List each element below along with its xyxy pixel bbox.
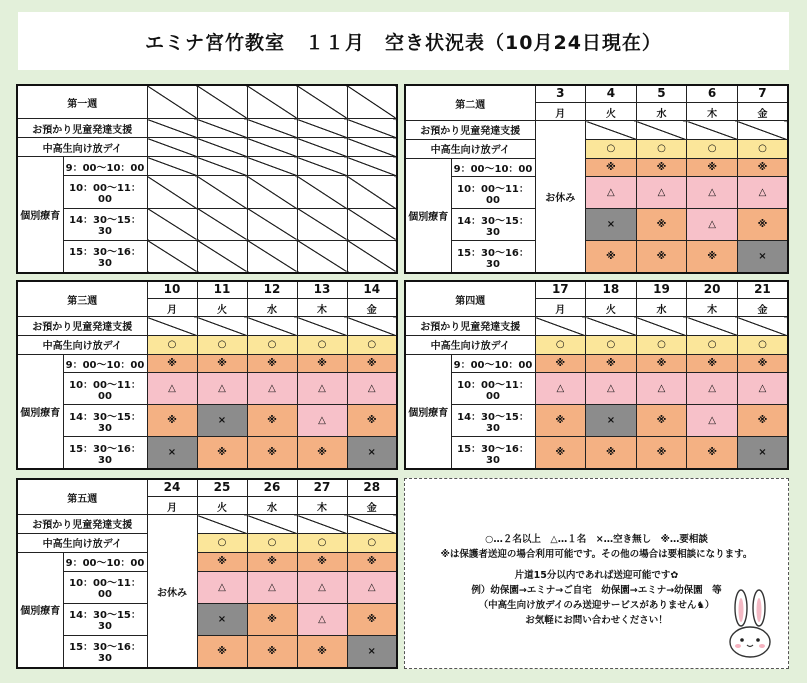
availability-cell: △: [636, 177, 687, 209]
availability-cell: ×: [737, 241, 788, 273]
day-number: 27: [313, 480, 331, 494]
availability-cell: △: [687, 209, 738, 241]
availability-cell: ○: [737, 335, 788, 354]
empty-cell: [247, 240, 297, 273]
day-number: 5: [657, 86, 666, 100]
availability-cell: △: [297, 571, 347, 603]
day-header: [347, 281, 397, 317]
availability-cell: ○: [347, 335, 397, 354]
empty-cell: [586, 121, 637, 140]
availability-cell: ※: [636, 354, 687, 373]
availability-cell: ※: [636, 405, 687, 437]
availability-cell: △: [297, 603, 347, 635]
week-1-table: [16, 84, 398, 274]
row-label-azukari: お預かり児童発達支援: [405, 317, 535, 336]
availability-cell: ※: [636, 209, 687, 241]
empty-cell: [586, 317, 637, 336]
day-of-week: 火: [605, 305, 616, 316]
availability-cell: △: [737, 373, 788, 405]
availability-cell: △: [687, 405, 738, 437]
empty-cell: [347, 157, 397, 176]
time-slot-label: 9：00～10：00: [63, 552, 147, 571]
day-of-week: 火: [217, 503, 227, 514]
availability-cell: ※: [247, 603, 297, 635]
availability-cell: ○: [297, 335, 347, 354]
day-of-week: 金: [757, 305, 768, 316]
day-of-week: 水: [656, 109, 667, 120]
day-of-week: 火: [217, 305, 227, 316]
week-5-table: [16, 478, 398, 669]
availability-cell: ※: [297, 552, 347, 571]
schedule-table: [16, 478, 398, 669]
day-of-week: 月: [167, 503, 177, 514]
day-number: 17: [551, 282, 569, 296]
availability-cell: ※: [197, 552, 247, 571]
day-header: [687, 281, 738, 317]
day-header: [586, 281, 637, 317]
availability-cell: ※: [247, 552, 297, 571]
note-line: 片道15分以内であれば送迎可能です✿: [514, 570, 679, 581]
availability-cell: ※: [636, 241, 687, 273]
time-slot-label: 10：00～11：00: [63, 571, 147, 603]
availability-cell: ×: [586, 405, 637, 437]
availability-cell: △: [535, 373, 586, 405]
day-header: [535, 281, 586, 317]
day-number: 28: [363, 480, 381, 494]
availability-cell: ○: [737, 139, 788, 158]
empty-cell: [247, 176, 297, 208]
availability-cell: ※: [586, 158, 637, 177]
empty-cell: [297, 138, 347, 157]
availability-cell: ○: [586, 139, 637, 158]
empty-cell: [247, 119, 297, 138]
availability-cell: ※: [687, 437, 738, 469]
week-label: 第四週: [405, 281, 535, 317]
availability-cell: ○: [535, 335, 586, 354]
empty-cell: [147, 119, 197, 138]
day-of-week: 水: [267, 305, 277, 316]
empty-cell: [147, 176, 197, 208]
day-of-week: 金: [366, 305, 377, 316]
day-header: [737, 281, 788, 317]
day-number: 21: [754, 282, 771, 296]
empty-cell: [687, 317, 738, 336]
empty-cell: [147, 317, 197, 336]
time-slot-label: 15：30～16：30: [63, 635, 147, 668]
day-of-week: 水: [656, 305, 667, 316]
row-label-azukari: お預かり児童発達支援: [405, 121, 535, 140]
availability-cell: △: [297, 405, 347, 437]
empty-cell: [347, 119, 397, 138]
day-header: [247, 281, 297, 317]
availability-cell: ※: [347, 603, 397, 635]
day-number: 11: [213, 282, 231, 296]
availability-cell: ※: [147, 405, 197, 437]
day-number: 7: [758, 86, 767, 100]
day-of-week: 月: [555, 109, 566, 120]
empty-cell: [247, 317, 297, 336]
time-slot-label: 15：30～16：30: [451, 241, 535, 273]
day-header: [347, 479, 397, 515]
empty-cell: [197, 85, 247, 119]
availability-cell: ※: [197, 437, 247, 469]
day-number: 6: [707, 86, 717, 100]
availability-cell: △: [687, 177, 738, 209]
availability-cell: ○: [247, 335, 297, 354]
availability-cell: ※: [687, 241, 738, 273]
empty-cell: [347, 176, 397, 208]
availability-cell: ○: [247, 533, 297, 552]
availability-cell: ×: [347, 635, 397, 668]
empty-cell: [347, 317, 397, 336]
empty-cell: [247, 157, 297, 176]
empty-cell: [147, 157, 197, 176]
day-of-week: 火: [605, 109, 616, 120]
availability-cell: ○: [297, 533, 347, 552]
availability-cell: ○: [147, 335, 197, 354]
availability-cell: ※: [297, 437, 347, 469]
availability-cell: △: [586, 177, 637, 209]
day-header: [247, 479, 297, 515]
availability-cell: △: [347, 571, 397, 603]
availability-cell: ※: [535, 405, 586, 437]
row-label-houkago: 中高生向け放デイ: [405, 139, 535, 158]
day-of-week: 月: [167, 305, 177, 316]
availability-cell: ※: [247, 354, 297, 373]
empty-cell: [297, 85, 347, 119]
day-number: 19: [653, 282, 670, 296]
time-slot-label: 14：30～15：30: [63, 603, 147, 635]
time-slot-label: 14：30～15：30: [63, 208, 147, 240]
empty-cell: [147, 208, 197, 240]
schedule-table: [16, 280, 398, 470]
availability-cell: ※: [347, 354, 397, 373]
availability-cell: △: [636, 373, 687, 405]
week-label: 第三週: [17, 281, 147, 317]
empty-cell: [147, 85, 197, 119]
empty-cell: [687, 121, 738, 140]
availability-cell: ○: [687, 139, 738, 158]
availability-cell: ※: [636, 158, 687, 177]
empty-cell: [737, 121, 788, 140]
availability-cell: ×: [147, 437, 197, 469]
day-header: [687, 85, 738, 121]
empty-cell: [347, 208, 397, 240]
availability-cell: ※: [586, 354, 637, 373]
availability-cell: ※: [347, 552, 397, 571]
time-slot-label: 14：30～15：30: [451, 209, 535, 241]
empty-cell: [347, 85, 397, 119]
day-of-week: 月: [555, 305, 566, 316]
week-3-table: [16, 280, 398, 470]
availability-cell: ※: [147, 354, 197, 373]
day-header: [636, 85, 687, 121]
row-label-houkago: 中高生向け放デイ: [405, 335, 535, 354]
week-label: 第五週: [17, 479, 147, 515]
day-of-week: 木: [707, 305, 718, 316]
day-number: 20: [703, 282, 721, 296]
week-2-table: [404, 84, 789, 274]
availability-cell: △: [197, 373, 247, 405]
day-header: [147, 281, 197, 317]
page-title: エミナ宮竹教室 １１月 空き状況表（10月24日現在）: [18, 12, 789, 70]
availability-cell: ○: [687, 335, 738, 354]
availability-cell: △: [737, 177, 788, 209]
availability-cell: ○: [197, 533, 247, 552]
empty-cell: [535, 317, 586, 336]
legend-line: ○…２名以上 △…１名 ×…空き無し ※…要相談: [485, 534, 708, 545]
note-line: ※は保護者送迎の場合利用可能です。その他の場合は要相談になります。: [440, 549, 753, 560]
availability-cell: ○: [586, 335, 637, 354]
availability-cell: ※: [247, 437, 297, 469]
empty-cell: [247, 208, 297, 240]
day-of-week: 金: [757, 109, 768, 120]
note-line: お気軽にお問い合わせください！: [525, 615, 668, 626]
time-slot-label: 10：00～11：00: [451, 177, 535, 209]
availability-cell: △: [687, 373, 738, 405]
empty-cell: [636, 121, 687, 140]
row-label-houkago: 中高生向け放デイ: [17, 335, 147, 354]
time-slot-label: 14：30～15：30: [63, 405, 147, 437]
rabbit-icon: [727, 588, 773, 660]
day-header: [297, 479, 347, 515]
time-slot-label: 10：00～11：00: [451, 373, 535, 405]
availability-cell: △: [297, 373, 347, 405]
day-header: [297, 281, 347, 317]
availability-cell: ※: [197, 635, 247, 668]
day-header: [586, 85, 637, 121]
availability-cell: △: [147, 373, 197, 405]
row-label-azukari: お預かり児童発達支援: [17, 317, 147, 336]
row-label-kobetsu: 個別療育: [405, 158, 451, 273]
availability-cell: △: [347, 373, 397, 405]
week-4-table: [404, 280, 789, 470]
availability-cell: ○: [347, 533, 397, 552]
availability-cell: △: [197, 571, 247, 603]
empty-cell: [737, 317, 788, 336]
time-slot-label: 9：00～10：00: [63, 157, 147, 176]
schedule-table: [16, 84, 398, 274]
day-header: [147, 479, 197, 515]
empty-cell: [197, 157, 247, 176]
week-label: 第二週: [405, 85, 535, 121]
day-number: 10: [163, 282, 181, 296]
empty-cell: [197, 176, 247, 208]
availability-cell: ※: [197, 354, 247, 373]
availability-cell: ×: [347, 437, 397, 469]
row-label-kobetsu: 個別療育: [17, 157, 63, 273]
row-label-houkago: 中高生向け放デイ: [17, 533, 147, 552]
availability-cell: △: [247, 571, 297, 603]
empty-cell: [347, 515, 397, 534]
availability-cell: ※: [247, 405, 297, 437]
day-number: 12: [263, 282, 281, 296]
empty-cell: [197, 515, 247, 534]
day-header: [535, 85, 586, 121]
week-label: 第一週: [17, 85, 147, 119]
time-slot-label: 14：30～15：30: [451, 405, 535, 437]
availability-cell: ○: [636, 139, 687, 158]
day-number: 25: [213, 480, 231, 494]
availability-cell: ※: [737, 354, 788, 373]
time-slot-label: 15：30～16：30: [451, 437, 535, 469]
availability-cell: ○: [197, 335, 247, 354]
row-label-kobetsu: 個別療育: [17, 552, 63, 668]
empty-cell: [147, 240, 197, 273]
day-number: 26: [263, 480, 281, 494]
availability-cell: ※: [297, 354, 347, 373]
empty-cell: [297, 208, 347, 240]
availability-cell: ※: [586, 241, 637, 273]
empty-cell: [197, 208, 247, 240]
schedule-table: [404, 280, 789, 470]
availability-cell: ※: [636, 437, 687, 469]
holiday-cell: お休み: [535, 121, 586, 274]
availability-cell: ※: [737, 209, 788, 241]
availability-cell: ※: [687, 354, 738, 373]
availability-cell: ×: [737, 437, 788, 469]
row-label-houkago: 中高生向け放デイ: [17, 138, 147, 157]
time-slot-label: 15：30～16：30: [63, 240, 147, 273]
day-header: [636, 281, 687, 317]
day-of-week: 水: [267, 503, 277, 514]
day-header: [737, 85, 788, 121]
row-label-kobetsu: 個別療育: [17, 354, 63, 469]
holiday-cell: お休み: [147, 515, 197, 669]
availability-cell: ×: [197, 603, 247, 635]
availability-cell: △: [247, 373, 297, 405]
empty-cell: [297, 157, 347, 176]
availability-cell: ※: [586, 437, 637, 469]
time-slot-label: 10：00～11：00: [63, 373, 147, 405]
empty-cell: [347, 138, 397, 157]
empty-cell: [297, 119, 347, 138]
day-of-week: 木: [317, 503, 327, 514]
empty-cell: [636, 317, 687, 336]
availability-cell: ※: [535, 437, 586, 469]
empty-cell: [247, 515, 297, 534]
day-number: 24: [163, 480, 181, 494]
availability-cell: △: [586, 373, 637, 405]
day-number: 3: [556, 86, 565, 100]
availability-cell: ※: [535, 354, 586, 373]
availability-cell: ※: [737, 158, 788, 177]
empty-cell: [197, 240, 247, 273]
day-number: 4: [606, 86, 616, 100]
empty-cell: [297, 240, 347, 273]
row-label-kobetsu: 個別療育: [405, 354, 451, 469]
day-header: [197, 281, 247, 317]
empty-cell: [297, 317, 347, 336]
time-slot-label: 9：00～10：00: [451, 158, 535, 177]
row-label-azukari: お預かり児童発達支援: [17, 515, 147, 534]
time-slot-label: 15：30～16：30: [63, 437, 147, 469]
empty-cell: [197, 317, 247, 336]
day-of-week: 木: [707, 109, 718, 120]
day-number: 13: [313, 282, 331, 296]
availability-cell: ※: [347, 405, 397, 437]
empty-cell: [247, 85, 297, 119]
day-of-week: 金: [366, 503, 377, 514]
time-slot-label: 9：00～10：00: [63, 354, 147, 373]
time-slot-label: 9：00～10：00: [451, 354, 535, 373]
availability-cell: ※: [297, 635, 347, 668]
note-line: （中高生向け放デイのみ送迎サービスがありません♞）: [478, 600, 715, 611]
empty-cell: [247, 138, 297, 157]
day-number: 18: [602, 282, 620, 296]
time-slot-label: 10：00～11：00: [63, 176, 147, 208]
availability-cell: ※: [737, 405, 788, 437]
empty-cell: [297, 515, 347, 534]
day-of-week: 木: [317, 305, 327, 316]
empty-cell: [197, 138, 247, 157]
day-header: [197, 479, 247, 515]
empty-cell: [197, 119, 247, 138]
availability-cell: ※: [247, 635, 297, 668]
availability-cell: ×: [197, 405, 247, 437]
empty-cell: [347, 240, 397, 273]
availability-cell: ○: [636, 335, 687, 354]
empty-cell: [147, 138, 197, 157]
note-line: 例）幼保園→エミナ→ご自宅 幼保園→エミナ→幼保園 等: [471, 585, 722, 596]
schedule-table: [404, 84, 789, 274]
availability-cell: ※: [687, 158, 738, 177]
empty-cell: [297, 176, 347, 208]
row-label-azukari: お預かり児童発達支援: [17, 119, 147, 138]
day-number: 14: [363, 282, 381, 296]
availability-cell: ×: [586, 209, 637, 241]
